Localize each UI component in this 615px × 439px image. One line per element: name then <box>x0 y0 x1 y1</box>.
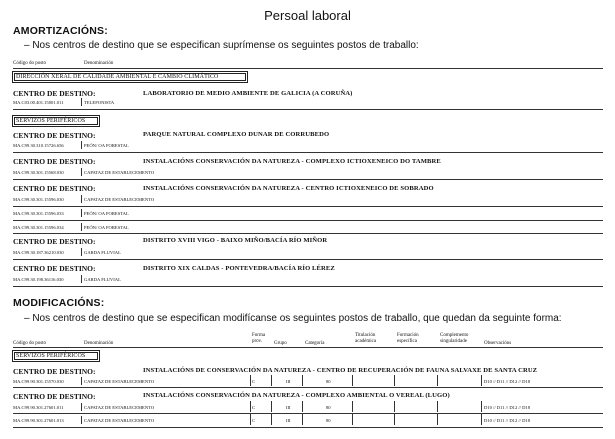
group-label: SERVIZOS PERIFÉRICOS <box>16 118 86 124</box>
row-divider <box>81 141 82 149</box>
row-divider <box>81 223 82 231</box>
centre-name: DISTRITO XVIII VIGO - BAIXO MIÑO/BACÍA RÍO MIÑOR <box>143 237 328 244</box>
grupo-cell: III <box>286 379 291 384</box>
centro-destino-label: CENTRO DE DESTINO: <box>13 367 96 376</box>
centre-name: INSTALACIÓNS CONSERVACIÓN DA NATUREZA - COMPLEXO AMBIENTAL O VEREAL (LUGO) <box>143 392 450 399</box>
amortizacions-heading: AMORTIZACIÓNS: <box>13 25 108 37</box>
col-divider <box>271 414 272 425</box>
group-box-servizos-perifericos <box>12 115 100 127</box>
row-rule <box>13 206 603 207</box>
row-rule <box>13 179 603 180</box>
col-header-categoria: Categoría <box>305 341 325 346</box>
job-code: MA.C99.30.301.15596.034 <box>13 225 64 230</box>
job-code: MA.C99.30.187.36210.030 <box>13 250 64 255</box>
categoria-cell: 80 <box>326 418 331 423</box>
col-divider <box>302 375 303 386</box>
col-divider <box>394 401 395 412</box>
row-divider <box>81 195 82 203</box>
row-rule <box>13 259 603 260</box>
header-rule <box>13 347 603 348</box>
col-header-singularidade: singularidade <box>440 339 467 344</box>
amortizacions-intro: – Nos centros de destino que se especifican suprímense os seguintes postos de traballo: <box>24 40 419 51</box>
row-rule <box>13 109 603 110</box>
row-rule <box>13 233 603 234</box>
centre-name: INSTALACIÓNS CONSERVACIÓN DA NATUREZA - CENTRO ICTIOXENEICO DE SOBRADO <box>143 185 434 192</box>
col-divider <box>250 414 251 425</box>
col-header-formacion: Formación <box>397 333 419 338</box>
col-header-denomination: Denominación <box>84 61 114 66</box>
centre-name: PARQUE NATURAL COMPLEXO DUNAR DE CORRUBEDO <box>143 131 330 138</box>
group-box-direccion-xeral <box>12 71 248 83</box>
row-divider <box>81 248 82 256</box>
categoria-cell: 80 <box>326 405 331 410</box>
col-header-especifica: específica <box>397 339 417 344</box>
centre-name: LABORATORIO DE MEDIO AMBIENTE DE GALICIA (A CORUÑA) <box>143 90 353 97</box>
row-rule <box>13 387 603 388</box>
grupo-cell: III <box>286 405 291 410</box>
job-code: MA.C99.90.301.27601.011 <box>13 405 64 410</box>
col-divider <box>481 375 482 386</box>
col-divider <box>352 401 353 412</box>
group-label: DIRECCIÓN XERAL DE CALIDADE AMBIENTAL E CAMBIO CLIMÁTICO <box>16 74 219 80</box>
col-header-observacions: Observacións <box>484 341 512 346</box>
centro-destino-label: CENTRO DE DESTINO: <box>13 89 96 98</box>
centre-name: DISTRITO XIX CALDAS - PONTEVEDRA/BACÍA RÍO LÉREZ <box>143 265 335 272</box>
job-denomination: PEÓN/ OA FORESTAL <box>84 143 129 148</box>
job-code: MA.C99.30.310.15726.656 <box>13 143 64 148</box>
job-code: MA.C99.90.301.15570.030 <box>13 379 64 384</box>
job-denomination: GARDA FLUVIAL <box>84 277 121 282</box>
col-divider <box>394 414 395 425</box>
row-rule <box>13 286 603 287</box>
job-code: MA.C99.30.198.36116.030 <box>13 277 64 282</box>
col-header-forma: Forma <box>252 333 266 338</box>
job-denomination: TELEFONISTA <box>84 100 115 105</box>
job-denomination: CAPATAZ DE ESTABLECEMENTO <box>84 418 155 423</box>
job-denomination: CAPATAZ DE ESTABLECEMENTO <box>84 197 155 202</box>
col-divider <box>394 375 395 386</box>
col-header-forma-prov: prov. <box>252 339 263 344</box>
centro-destino-label: CENTRO DE DESTINO: <box>13 184 96 193</box>
job-denomination: PEÓN/ OA FORESTAL <box>84 211 129 216</box>
group-box-servizos-perifericos <box>12 350 100 362</box>
col-divider <box>481 414 482 425</box>
row-rule <box>13 427 603 428</box>
page-title: Persoal laboral <box>264 8 351 23</box>
col-divider <box>352 375 353 386</box>
header-rule <box>13 68 603 69</box>
observacions-cell: D10 // D11 // D12 // D18 <box>484 379 531 384</box>
job-denomination: CAPATAZ DE ESTABLECEMENTO <box>84 405 155 410</box>
row-divider <box>81 98 82 106</box>
centro-destino-label: CENTRO DE DESTINO: <box>13 237 96 246</box>
group-label: SERVIZOS PERIFÉRICOS <box>16 353 86 359</box>
modificacions-heading: MODIFICACIÓNS: <box>13 297 105 309</box>
job-denomination: CAPATAZ DE ESTABLECEMENTO <box>84 170 155 175</box>
col-divider <box>271 401 272 412</box>
centre-name: INSTALACIÓNS DE CONSERVACIÓN DA NATUREZA - CENTRO DE RECUPERACIÓN DE FAUNA SALVAXE DE SANTA CRUZ <box>143 367 538 374</box>
job-denomination: CAPATAZ DE ESTABLECEMENTO <box>84 379 155 384</box>
centre-name: INSTALACIÓNS CONSERVACIÓN DA NATUREZA - COMPLEXO ICTIOXENEICO DO TAMBRE <box>143 158 441 165</box>
col-header-denomination: Denominación <box>84 341 114 346</box>
col-header-code: Código do posto <box>13 341 47 346</box>
row-divider <box>81 275 82 283</box>
job-code: MA.C99.30.301.15596.030 <box>13 197 64 202</box>
col-divider <box>302 401 303 412</box>
col-header-academica: académica <box>355 339 377 344</box>
col-divider <box>437 414 438 425</box>
centro-destino-label: CENTRO DE DESTINO: <box>13 131 96 140</box>
col-header-complemento: Complemento <box>440 333 469 338</box>
centro-destino-label: CENTRO DE DESTINO: <box>13 157 96 166</box>
row-divider <box>81 209 82 217</box>
job-code: MA.C99.90.301.27601.013 <box>13 418 64 423</box>
centro-destino-label: CENTRO DE DESTINO: <box>13 392 96 401</box>
row-rule <box>13 413 603 414</box>
col-divider <box>437 375 438 386</box>
forma-cell: C <box>252 405 256 410</box>
col-header-code: Código do posto <box>13 61 47 66</box>
row-divider <box>81 377 82 385</box>
col-divider <box>271 375 272 386</box>
row-rule <box>13 152 603 153</box>
job-code: MA.C99.30.301.15596.033 <box>13 211 64 216</box>
forma-cell: C <box>252 418 256 423</box>
col-divider <box>481 401 482 412</box>
row-divider <box>81 416 82 424</box>
row-divider <box>81 403 82 411</box>
centro-destino-label: CENTRO DE DESTINO: <box>13 264 96 273</box>
categoria-cell: 80 <box>326 379 331 384</box>
job-code: MA.C03.00.401.15001.011 <box>13 100 64 105</box>
row-rule <box>13 220 603 221</box>
grupo-cell: III <box>286 418 291 423</box>
col-divider <box>352 414 353 425</box>
observacions-cell: D10 // D11 // D12 // D18 <box>484 418 531 423</box>
forma-cell: C <box>252 379 256 384</box>
col-divider <box>302 414 303 425</box>
col-divider <box>250 401 251 412</box>
job-denomination: PEÓN/ OA FORESTAL <box>84 225 129 230</box>
row-divider <box>81 168 82 176</box>
col-header-grupo: Grupo <box>274 341 287 346</box>
observacions-cell: D10 // D11 // D12 // D18 <box>484 405 531 410</box>
col-header-titulacion: Titulación <box>355 333 376 338</box>
job-denomination: GARDA FLUVIAL <box>84 250 121 255</box>
job-code: MA.C99.30.301.15568.030 <box>13 170 64 175</box>
col-divider <box>250 375 251 386</box>
modificacions-intro: – Nos centros de destino que se especifican modifícanse os seguintes postos de traballo, que quedan da seguinte forma: <box>24 313 562 324</box>
col-divider <box>437 401 438 412</box>
